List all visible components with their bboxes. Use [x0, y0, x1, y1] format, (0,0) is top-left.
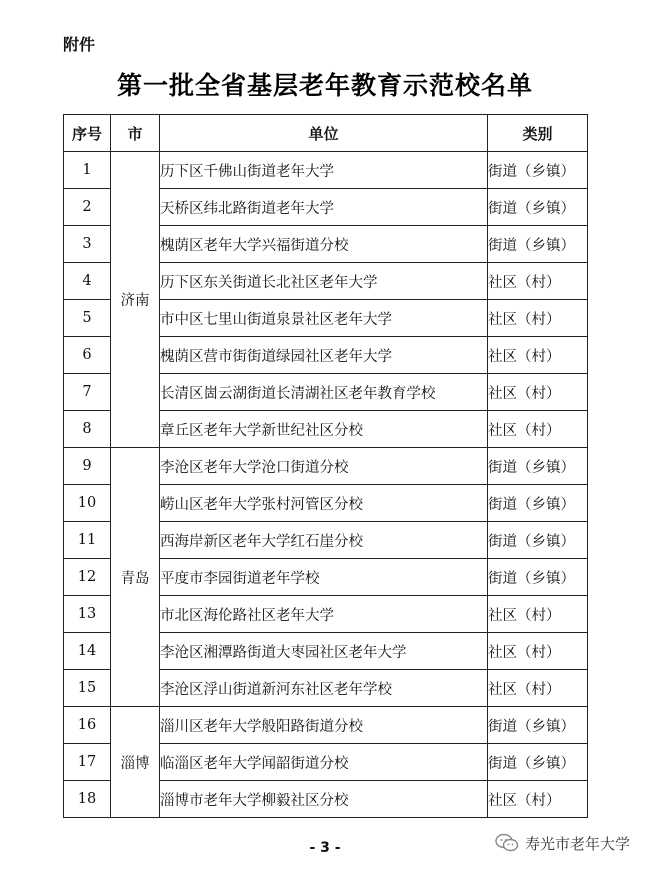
row-number: 18: [64, 781, 111, 818]
unit-name: 章丘区老年大学新世纪社区分校: [160, 411, 488, 448]
wechat-icon: [495, 832, 519, 854]
category: 社区（村）: [488, 781, 588, 818]
unit-name: 历下区东关街道长北社区老年大学: [160, 263, 488, 300]
category: 街道（乡镇）: [488, 522, 588, 559]
city-cell: 济南: [111, 152, 160, 448]
category: 社区（村）: [488, 633, 588, 670]
row-number: 3: [64, 226, 111, 263]
unit-name: 天桥区纬北路街道老年大学: [160, 189, 488, 226]
unit-name: 临淄区老年大学闻韶街道分校: [160, 744, 488, 781]
unit-name: 市北区海伦路社区老年大学: [160, 596, 488, 633]
unit-name: 平度市李园街道老年学校: [160, 559, 488, 596]
row-number: 9: [64, 448, 111, 485]
category: 社区（村）: [488, 337, 588, 374]
category: 社区（村）: [488, 300, 588, 337]
column-header-number: 序号: [64, 115, 111, 152]
category: 社区（村）: [488, 263, 588, 300]
attachment-label: 附件: [63, 35, 96, 54]
unit-name: 历下区千佛山街道老年大学: [160, 152, 488, 189]
row-number: 15: [64, 670, 111, 707]
category: 社区（村）: [488, 670, 588, 707]
table-row: [64, 448, 588, 485]
category: 街道（乡镇）: [488, 744, 588, 781]
unit-name: 崂山区老年大学张村河管区分校: [160, 485, 488, 522]
table-row: [64, 707, 588, 744]
category: 街道（乡镇）: [488, 448, 588, 485]
watermark-text: 寿光市老年大学: [524, 834, 630, 853]
row-number: 1: [64, 152, 111, 189]
city-cell: 青岛: [111, 448, 160, 707]
row-number: 14: [64, 633, 111, 670]
column-header-city: 市: [111, 115, 160, 152]
category: 街道（乡镇）: [488, 226, 588, 263]
category: 街道（乡镇）: [488, 485, 588, 522]
category: 街道（乡镇）: [488, 189, 588, 226]
city-cell: 淄博: [111, 707, 160, 818]
unit-name: 槐荫区老年大学兴福街道分校: [160, 226, 488, 263]
unit-name: 李沧区老年大学沧口街道分校: [160, 448, 488, 485]
unit-name: 长清区崮云湖街道长清湖社区老年教育学校: [160, 374, 488, 411]
row-number: 2: [64, 189, 111, 226]
category: 街道（乡镇）: [488, 707, 588, 744]
watermark: [495, 832, 630, 854]
row-number: 17: [64, 744, 111, 781]
document-title: 第一批全省基层老年教育示范校名单: [116, 71, 533, 100]
unit-name: 槐荫区营市街街道绿园社区老年大学: [160, 337, 488, 374]
row-number: 8: [64, 411, 111, 448]
row-number: 10: [64, 485, 111, 522]
row-number: 6: [64, 337, 111, 374]
page-number: - 3 -: [309, 840, 341, 856]
unit-name: 西海岸新区老年大学红石崖分校: [160, 522, 488, 559]
category: 街道（乡镇）: [488, 152, 588, 189]
row-number: 12: [64, 559, 111, 596]
school-list-table: [63, 114, 588, 818]
unit-name: 淄川区老年大学般阳路街道分校: [160, 707, 488, 744]
unit-name: 李沧区浮山街道新河东社区老年学校: [160, 670, 488, 707]
row-number: 7: [64, 374, 111, 411]
row-number: 11: [64, 522, 111, 559]
category: 社区（村）: [488, 596, 588, 633]
row-number: 16: [64, 707, 111, 744]
column-header-category: 类别: [488, 115, 588, 152]
row-number: 5: [64, 300, 111, 337]
category: 街道（乡镇）: [488, 559, 588, 596]
category: 社区（村）: [488, 411, 588, 448]
table-body: [64, 152, 588, 818]
column-header-unit: 单位: [160, 115, 488, 152]
row-number: 13: [64, 596, 111, 633]
unit-name: 市中区七里山街道泉景社区老年大学: [160, 300, 488, 337]
category: 社区（村）: [488, 374, 588, 411]
table-row: [64, 152, 588, 189]
table-header-row: [64, 115, 588, 152]
unit-name: 李沧区湘潭路街道大枣园社区老年大学: [160, 633, 488, 670]
unit-name: 淄博市老年大学柳毅社区分校: [160, 781, 488, 818]
row-number: 4: [64, 263, 111, 300]
